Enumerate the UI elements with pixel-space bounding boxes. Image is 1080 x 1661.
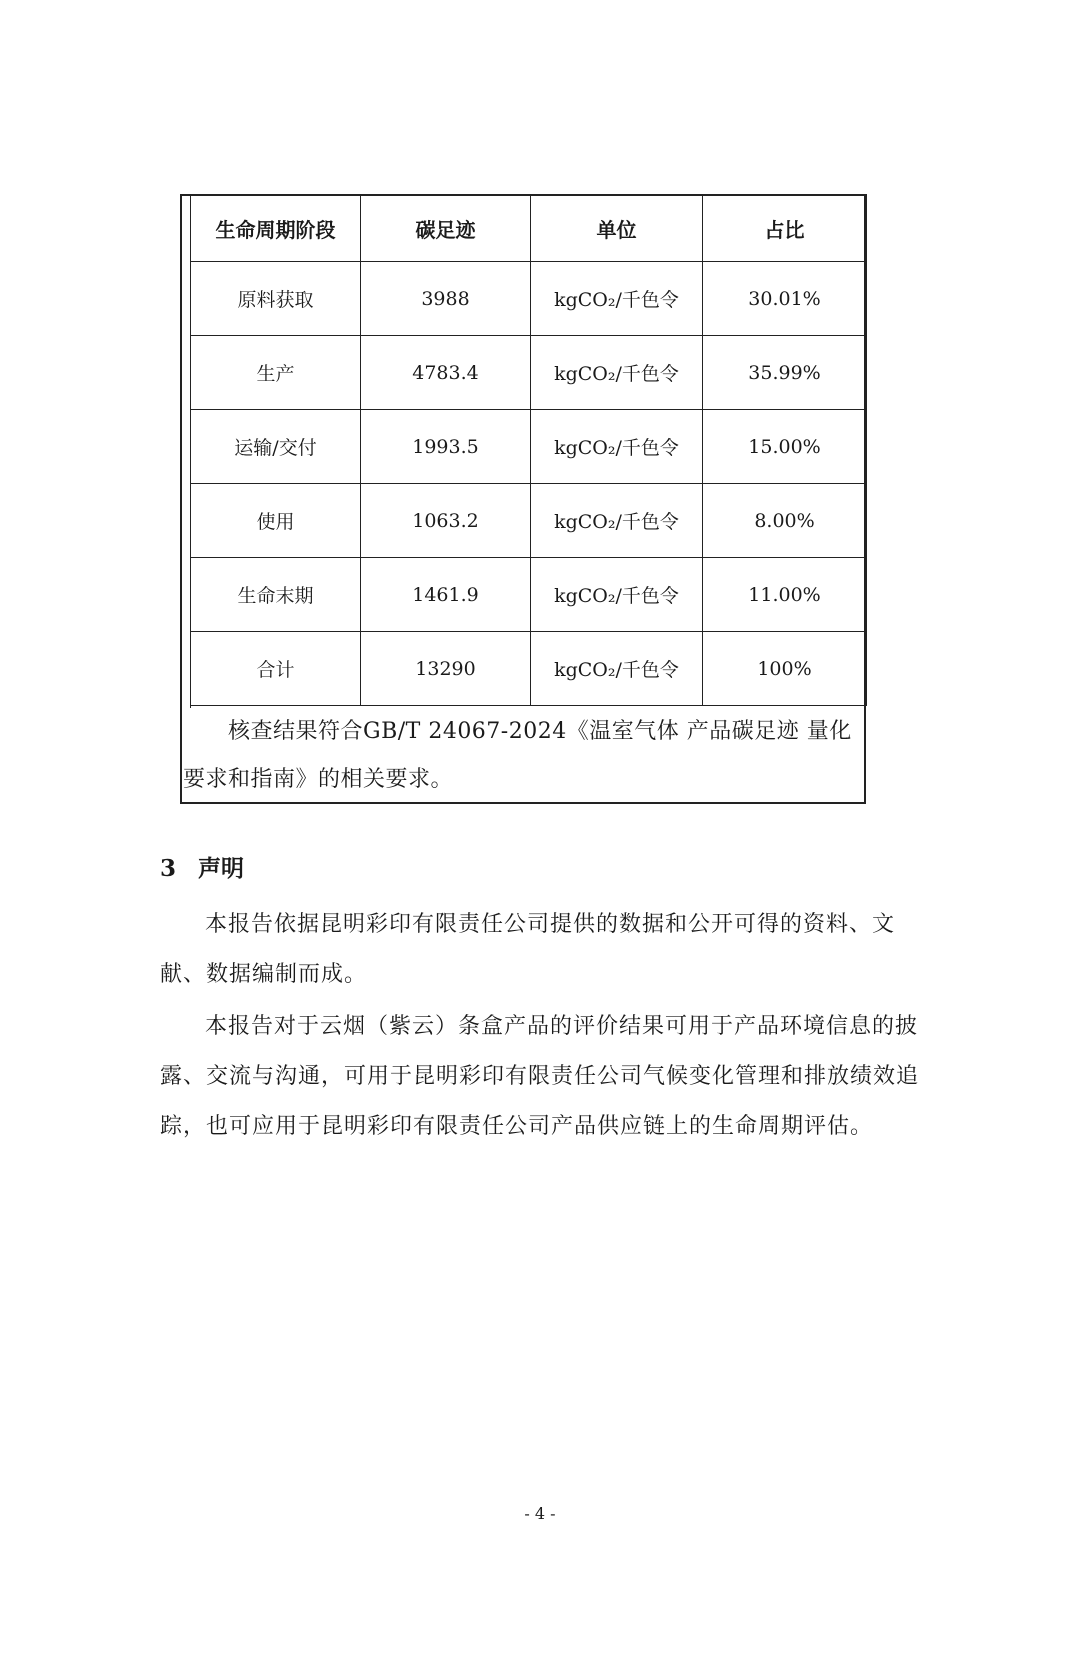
stage-cell: 生产 [191,336,361,410]
unit-cell: kgCO₂/千色令 [531,632,703,706]
share-cell: 11.00% [703,558,867,632]
header-share: 占比 [703,195,867,262]
table-row [191,558,867,632]
share-cell: 35.99% [703,336,867,410]
share-cell: 8.00% [703,484,867,558]
unit-cell: kgCO₂/千色令 [531,410,703,484]
share-cell: 100% [703,632,867,706]
carbon-footprint-table [190,194,867,706]
header-footprint: 碳足迹 [361,195,531,262]
footprint-cell: 1461.9 [361,558,531,632]
footprint-cell: 1063.2 [361,484,531,558]
footprint-cell: 4783.4 [361,336,531,410]
unit-cell: kgCO₂/千色令 [531,336,703,410]
section-heading [160,850,244,883]
table-row [191,410,867,484]
share-cell: 30.01% [703,262,867,336]
verification-conclusion: 核查结果符合GB/T 24067-2024《温室气体 产品碳足迹 量化要求和指南》的相关要求。 [183,719,852,792]
unit-cell: kgCO₂/千色令 [531,262,703,336]
unit-cell: kgCO₂/千色令 [531,484,703,558]
footprint-cell: 1993.5 [361,410,531,484]
table-row [191,484,867,558]
stage-cell: 生命末期 [191,558,361,632]
stage-cell: 使用 [191,484,361,558]
statement-paragraph: 本报告依据昆明彩印有限责任公司提供的数据和公开可得的资料、文献、数据编制而成。 [160,912,896,987]
header-stage: 生命周期阶段 [191,195,361,262]
footprint-cell: 13290 [361,632,531,706]
table-row [191,336,867,410]
table-header-row [191,195,867,262]
header-unit: 单位 [531,195,703,262]
section-number: 3 [160,855,177,882]
footprint-cell: 3988 [361,262,531,336]
statement-paragraph: 本报告对于云烟（紫云）条盒产品的评价结果可用于产品环境信息的披露、交流与沟通，可用于昆明彩印有限责任公司气候变化管理和排放绩效追踪，也可应用于昆明彩印有限责任公司产品供应链上的生命周期评估。 [160,1014,920,1139]
stage-cell: 运输/交付 [191,410,361,484]
section-title: 声明 [198,855,245,882]
page-number: - 4 - [524,1504,556,1523]
stage-cell: 合计 [191,632,361,706]
table-row [191,262,867,336]
table-row-total [191,632,867,706]
stage-cell: 原料获取 [191,262,361,336]
unit-cell: kgCO₂/千色令 [531,558,703,632]
share-cell: 15.00% [703,410,867,484]
